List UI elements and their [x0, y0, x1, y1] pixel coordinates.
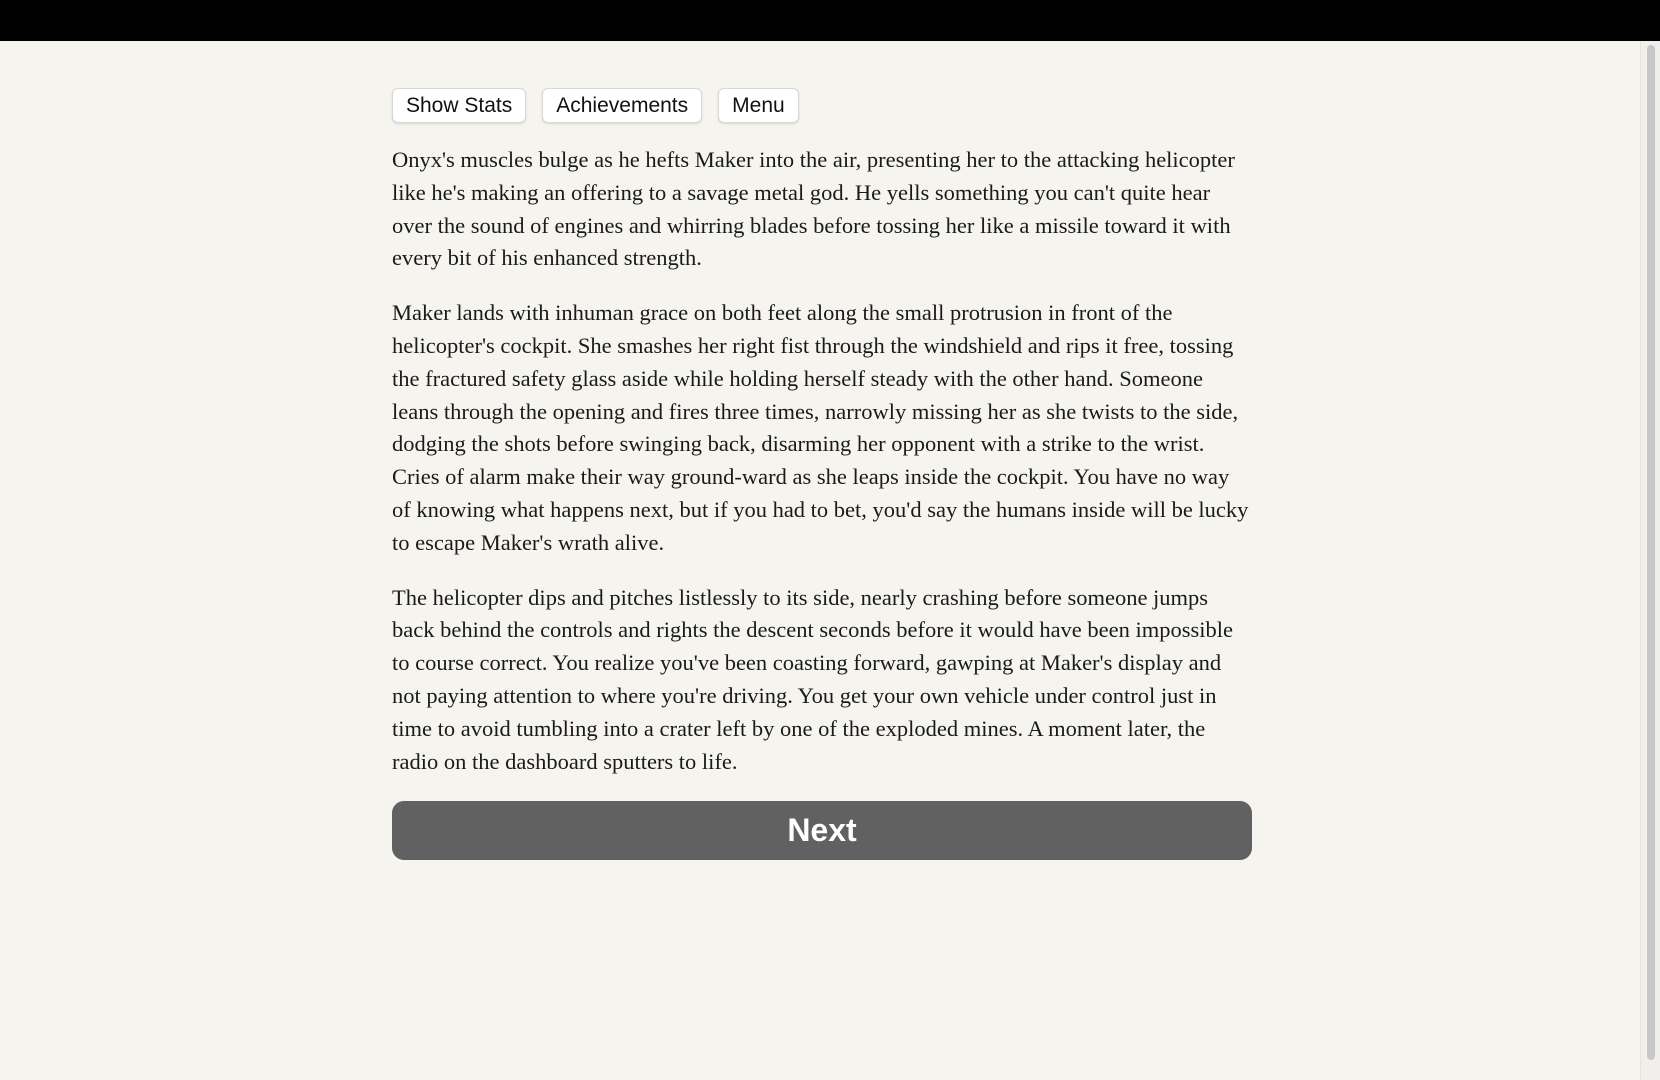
story-paragraph: Maker lands with inhuman grace on both feet along the small protrusion in front of the helicopter's cockpit. She smashes her right fist through the windshield and rips it free, tossing the fractured safety glass aside while holding herself steady with the other hand. Someone leans through the opening and fires three times, narrowly missing her as she twists to the side, dodging the shots before swinging back, disarming her opponent with a strike to the wrist. Cries of alarm make their way ground-ward as she leaps inside the cockpit. You have no way of knowing what happens next, but if you had to bet, you'd say the humans inside will be lucky to escape Maker's wrath alive.	[392, 300, 1249, 555]
show-stats-button[interactable]: Show Stats	[392, 88, 526, 123]
menu-button[interactable]: Menu	[718, 88, 799, 123]
story-paragraph: Onyx's muscles bulge as he hefts Maker into the air, presenting her to the attacking helicopter like he's making an offering to a savage metal god. He yells something you can't quite hear over the sound of engines and whirring blades before tossing her like a missile toward it with every bit of his enhanced strength.	[392, 147, 1235, 271]
vertical-scrollbar[interactable]	[1640, 41, 1660, 1080]
scrollbar-thumb[interactable]	[1647, 45, 1655, 1060]
story-text	[392, 144, 1252, 778]
achievements-button[interactable]: Achievements	[542, 88, 702, 123]
next-button[interactable]: Next	[392, 801, 1252, 860]
game-toolbar	[392, 88, 1252, 123]
story-paragraph: The helicopter dips and pitches listlessly to its side, nearly crashing before someone jumps back behind the controls and rights the descent seconds before it would have been impossible to course correct. You realize you've been coasting forward, gawping at Maker's display and not paying attention to where you're driving. You get your own vehicle under control just in time to avoid tumbling into a crater left by one of the exploded mines. A moment later, the radio on the dashboard sputters to life.	[392, 584, 1234, 774]
browser-top-bar	[0, 0, 1660, 41]
game-content	[392, 88, 1252, 860]
